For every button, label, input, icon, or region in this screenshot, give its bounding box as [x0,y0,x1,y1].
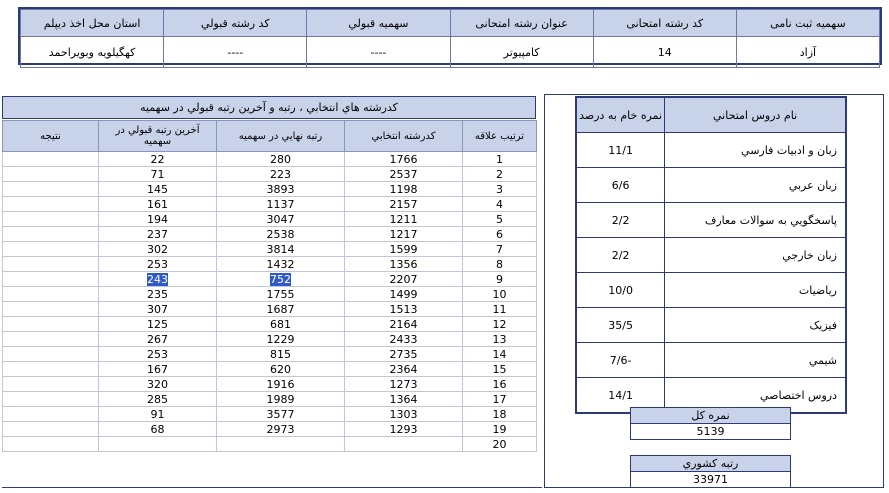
cell-final-rank: 1916 [217,377,345,392]
score-row [576,168,846,203]
cell-field-code: 2207 [345,272,463,287]
cell-last-rank: 145 [99,182,217,197]
cell-result [3,197,99,212]
cell-final-rank: 3814 [217,242,345,257]
table-row [3,332,537,347]
choices-table [2,120,537,452]
cell-last-rank: 71 [99,167,217,182]
cell-last-rank: 161 [99,197,217,212]
cell-priority: 10 [463,287,537,302]
table-row [3,287,537,302]
cell-priority: 1 [463,152,537,167]
cell-final-rank: 2973 [217,422,345,437]
cell-priority: 12 [463,317,537,332]
cell-final-rank: 1687 [217,302,345,317]
header-province: استان محل اخذ دیپلم [21,10,164,37]
cell-final-rank: 1137 [217,197,345,212]
score-row [576,273,846,308]
total-score-box [630,407,791,440]
header-accepted-code: كد رشته قبولي [164,10,307,37]
cell-last-rank: 253 [99,347,217,362]
table-row [3,362,537,377]
cell-result [3,377,99,392]
cell-last-rank: 237 [99,227,217,242]
cell-last-rank: 235 [99,287,217,302]
cell-final-rank: 1755 [217,287,345,302]
cell-final-rank [217,272,345,287]
cell-last-rank: 320 [99,377,217,392]
cell-last-rank: 125 [99,317,217,332]
subject-name: دروس اختصاصي [665,378,846,414]
candidate-info-panel [18,7,882,65]
cell-last-rank: 167 [99,362,217,377]
cell-last-rank [99,272,217,287]
cell-result [3,272,99,287]
national-rank-label: رتبه کشوري [631,456,790,472]
score-row [576,133,846,168]
score-row [576,203,846,238]
score-row [576,308,846,343]
cell-field-code: 1499 [345,287,463,302]
cell-priority: 15 [463,362,537,377]
value-quota: آزاد [736,37,879,68]
cell-result [3,182,99,197]
cell-field-code: 2735 [345,347,463,362]
table-row [3,182,537,197]
col-last-rank: آخرين رتبه قبولي در سهميه [99,121,217,152]
cell-final-rank: 3577 [217,407,345,422]
cell-priority: 5 [463,212,537,227]
cell-result [3,167,99,182]
cell-final-rank: 280 [217,152,345,167]
cell-result [3,302,99,317]
cell-result [3,347,99,362]
cell-field-code: 2157 [345,197,463,212]
cell-field-code: 1198 [345,182,463,197]
cell-last-rank: 68 [99,422,217,437]
subject-name: پاسخگويي به سوالات معارف [665,203,846,238]
subject-name: زبان خارجي [665,238,846,273]
cell-priority: 13 [463,332,537,347]
cell-final-rank: 3047 [217,212,345,227]
header-exam-field: عنوان رشته امتحانی [450,10,593,37]
table-row [3,392,537,407]
cell-result [3,317,99,332]
cell-result [3,407,99,422]
cell-result [3,257,99,272]
cell-final-rank: 1432 [217,257,345,272]
table-row [3,212,537,227]
subject-name: فيزيک [665,308,846,343]
scores-table [575,96,847,414]
subject-name: رياضيات [665,273,846,308]
cell-result [3,437,99,452]
cell-priority: 6 [463,227,537,242]
cell-field-code: 1217 [345,227,463,242]
table-row [3,167,537,182]
table-row [3,422,537,437]
cell-final-rank: 1989 [217,392,345,407]
value-exam-code: 14 [593,37,736,68]
header-accepted-quota: سهمیه قبولي [307,10,450,37]
national-rank-value: 33971 [631,472,790,487]
cell-result [3,212,99,227]
cell-last-rank: 285 [99,392,217,407]
cell-last-rank: 267 [99,332,217,347]
col-raw-percent: نمره خام به درصد [576,97,665,133]
cell-final-rank: 815 [217,347,345,362]
cell-priority: 8 [463,257,537,272]
value-accepted-quota: ---- [307,37,450,68]
table-row [3,407,537,422]
cell-final-rank: 1229 [217,332,345,347]
subject-score: 14/1 [576,378,665,414]
table-row [3,377,537,392]
cell-field-code: 1364 [345,392,463,407]
subject-score: 2/2 [576,238,665,273]
cell-last-rank: 307 [99,302,217,317]
table-row [3,347,537,362]
subject-name: زبان و ادبيات فارسي [665,133,846,168]
total-score-label: نمره کل [631,408,790,424]
subject-score: 6/6 [576,168,665,203]
cell-field-code: 1356 [345,257,463,272]
cell-final-rank [217,437,345,452]
subject-score: 35/5 [576,308,665,343]
cell-priority: 2 [463,167,537,182]
subject-score: 11/1 [576,133,665,168]
table-row [3,302,537,317]
table-row [3,272,537,287]
cell-field-code: 1303 [345,407,463,422]
cell-result [3,422,99,437]
candidate-info-table [20,9,880,68]
cell-field-code: 2433 [345,332,463,347]
header-exam-code: کد رشته امتحانی [593,10,736,37]
cell-last-rank: 253 [99,257,217,272]
table-row [3,317,537,332]
cell-last-rank: 302 [99,242,217,257]
cell-field-code [345,437,463,452]
cell-priority: 17 [463,392,537,407]
cell-priority: 14 [463,347,537,362]
table-row [3,242,537,257]
table-row [3,257,537,272]
cell-result [3,152,99,167]
table-row [3,197,537,212]
subject-score: 10/0 [576,273,665,308]
subject-name: شيمي [665,343,846,378]
cell-field-code: 2364 [345,362,463,377]
cell-last-rank: 22 [99,152,217,167]
cell-field-code: 1513 [345,302,463,317]
cell-field-code: 2537 [345,167,463,182]
cell-result [3,227,99,242]
cell-last-rank: 194 [99,212,217,227]
col-subject: نام دروس امتحاني [665,97,846,133]
score-row [576,238,846,273]
cell-priority: 3 [463,182,537,197]
cell-priority: 11 [463,302,537,317]
cell-result [3,392,99,407]
col-result: نتيجه [3,121,99,152]
cell-final-rank: 223 [217,167,345,182]
divider [2,487,542,488]
cell-final-rank: 620 [217,362,345,377]
cell-field-code: 1599 [345,242,463,257]
cell-priority: 9 [463,272,537,287]
cell-priority: 18 [463,407,537,422]
choices-title: کدرشته هاي انتخابي ، رتبه و آخرين رتبه قبولي در سهميه [2,96,536,119]
col-field-code: کدرشته انتخابي [345,121,463,152]
col-final-rank: رتبه نهايي در سهميه [217,121,345,152]
table-row [3,227,537,242]
cell-result [3,287,99,302]
col-priority: ترتيب علاقه [463,121,537,152]
selected-text: 752 [270,272,291,286]
value-accepted-code: ---- [164,37,307,68]
cell-field-code: 1211 [345,212,463,227]
cell-last-rank: 91 [99,407,217,422]
cell-final-rank: 3893 [217,182,345,197]
total-score-value: 5139 [631,424,790,439]
cell-priority: 16 [463,377,537,392]
table-row [3,152,537,167]
cell-result [3,332,99,347]
cell-last-rank [99,437,217,452]
cell-final-rank: 681 [217,317,345,332]
cell-priority: 19 [463,422,537,437]
cell-field-code: 1766 [345,152,463,167]
table-row [3,437,537,452]
cell-priority: 7 [463,242,537,257]
cell-field-code: 1293 [345,422,463,437]
cell-priority: 4 [463,197,537,212]
cell-field-code: 2164 [345,317,463,332]
cell-result [3,362,99,377]
cell-field-code: 1273 [345,377,463,392]
cell-priority: 20 [463,437,537,452]
national-rank-box [630,455,791,488]
subject-name: زبان عربي [665,168,846,203]
cell-final-rank: 2538 [217,227,345,242]
header-quota: سهمیه ثبت نامی [736,10,879,37]
subject-score: 2/2 [576,203,665,238]
subject-score: -7/6 [576,343,665,378]
selected-text: 243 [147,272,168,286]
value-province: کهگیلویه وبویراحمد [21,37,164,68]
score-row [576,343,846,378]
cell-result [3,242,99,257]
value-exam-field: کامپیوتر [450,37,593,68]
